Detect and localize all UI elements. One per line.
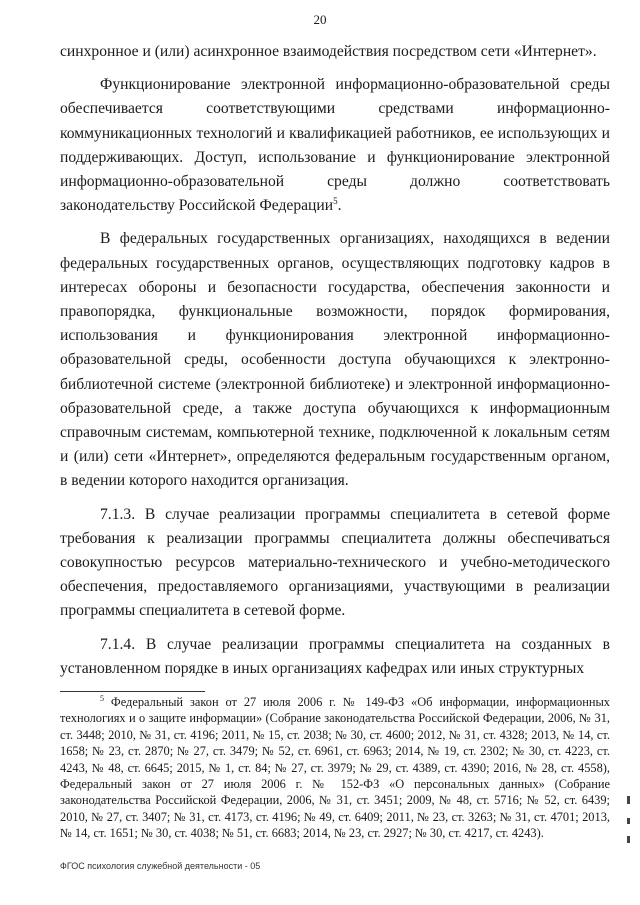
paragraph-end: . (337, 197, 342, 215)
paragraph-continuation: синхронное и (или) асинхронное взаимодействия посредством сети «Интернет». (60, 43, 597, 60)
page-footer: ФГОС психология служебной деятельности - 05 (60, 861, 261, 871)
footnote (60, 694, 610, 842)
scan-margin-mark (627, 818, 630, 824)
paragraph-text: Функционирование электронной информационно-образовательной среды обеспечивается соответствующими средствами информационно-коммуникационных технологий и квалификацией работников, ее использующих и поддерживающих. Доступ, использование и функционирование электронной информационно-образовательной среды должно соответствовать законодательству Российской Федерации (60, 76, 610, 215)
document-body (60, 40, 610, 681)
footnote-marker: 5 (100, 693, 104, 703)
scan-margin-mark (627, 836, 630, 843)
footnote-reference[interactable]: 5 (333, 196, 338, 207)
paragraph-eios-functioning (60, 73, 610, 218)
paragraph-federal-organizations: В федеральных государственных организациях, находящихся в ведении федеральных государственных органов, осуществляющих подготовку кадров в интересах обороны и безопасности государства, обеспечения законности и правопорядка, функциональные возможности, порядок формирования, использования и функционирования электронной информационно-образовательной среды, особенности доступа обучающихся к электронно-библиотечной системе (электронной библиотеке) и электронной информационно-образовательной среде, а также доступа обучающихся к информационным справочным системам, компьютерной технике, подключенной к локальным сетям и (или) сети «Интернет», определяются федеральным государственным органом, в ведении которого находится организация. (60, 230, 610, 490)
paragraph-7-1-4: 7.1.4. В случае реализации программы специалитета на созданных в установленном порядке в иных организациях кафедрах или иных структурных (60, 635, 610, 677)
footnote-divider (60, 691, 205, 692)
footnote-text: Федеральный закон от 27 июля 2006 г. № 149-ФЗ «Об информации, информационных технологиях и о защите информации» (Собрание законодательства Российской Федерации, 2006, № 31, ст. 3448; 2010, № 31, ст. 4196; 2011, № 15, ст. 2038; № 30, ст. 4600; 2012, № 31, ст. 4328; 2013, № 14, ст. 1658; № 23, ст. 2870; № 27, ст. 3479; № 52, ст. 6961, ст. 6963; 2014, № 19, ст. 2302; № 30, ст. 4223, ст. 4243, № 48, ст. 6645; 2015, № 1, ст. 84; № 27, ст. 3979; № 29, ст. 4389, ст. 4390; 2016, № 28, ст. 4558), Федеральный закон от 27 июля 2006 г. № 152-ФЗ «О персональных данных» (Собрание законодательства Российской Федерации, 2006, № 31, ст. 3451; 2009, № 48, ст. 5716; № 52, ст. 6439; 2010, № 27, ст. 3407; № 31, ст. 4173, ст. 4196; № 49, ст. 6409; 2011, № 23, ст. 3263; № 31, ст. 4701; 2013, № 14, ст. 1651; № 30, ст. 4038; № 51, ст. 6683; 2014, № 23, ст. 2927; № 30, ст. 4217, ст. 4243). (60, 695, 610, 841)
page-number: 20 (313, 12, 327, 27)
scan-margin-mark (627, 796, 630, 804)
paragraph-7-1-3: 7.1.3. В случае реализации программы специалитета в сетевой форме требования к реализации программы специалитета должны обеспечиваться совокупностью ресурсов материально-технического и учебно-методического обеспечения, предоставляемого организациями, участвующими в реализации программы специалитета в сетевой форме. (60, 505, 610, 620)
